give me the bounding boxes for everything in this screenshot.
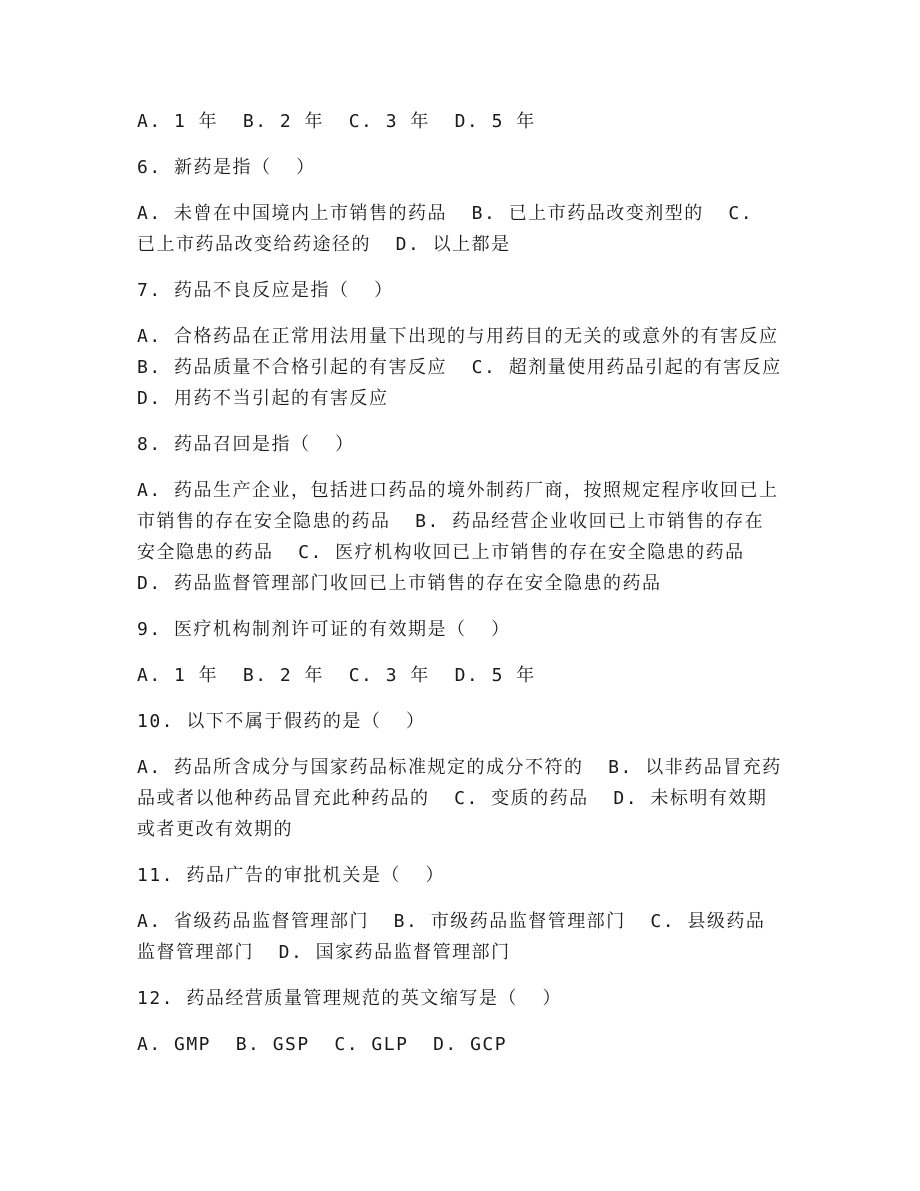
- options-q8: A. 药品生产企业，包括进口药品的境外制药厂商，按照规定程序收回已上市销售的存在安全隐患的药品 B. 药品经营企业收回已上市销售的存在安全隐患的药品 C. 医疗机构收回已上市销售的存在安全隐患的药品 D. 药品监督管理部门收回已上市销售的存在安全隐患的药品: [137, 480, 779, 594]
- options-q11: A. 省级药品监督管理部门 B. 市级药品监督管理部门 C. 县级药品监督管理部门 D. 国家药品监督管理部门: [137, 911, 766, 963]
- question-10: 10. 以下不属于假药的是（ ）: [137, 711, 426, 732]
- question-8: 8. 药品召回是指（ ）: [137, 434, 355, 455]
- question-12: 12. 药品经营质量管理规范的英文缩写是（ ）: [137, 988, 563, 1009]
- question-11: 11. 药品广告的审批机关是（ ）: [137, 865, 446, 886]
- options-q10: A. 药品所含成分与国家药品标准规定的成分不符的 B. 以非药品冒充药品或者以他种药品冒充此种药品的 C. 变质的药品 D. 未标明有效期或者更改有效期的: [137, 757, 782, 840]
- options-q5: A. 1 年 B. 2 年 C. 3 年 D. 5 年: [137, 111, 536, 132]
- options-q12: A. GMP B. GSP C. GLP D. GCP: [137, 1034, 508, 1055]
- question-7: 7. 药品不良反应是指（ ）: [137, 280, 394, 301]
- options-q9: A. 1 年 B. 2 年 C. 3 年 D. 5 年: [137, 665, 536, 686]
- options-q7: A. 合格药品在正常用法用量下出现的与用药目的无关的或意外的有害反应 B. 药品质量不合格引起的有害反应 C. 超剂量使用药品引起的有害反应 D. 用药不当引起的有害反应: [137, 326, 807, 409]
- question-9: 9. 医疗机构制剂许可证的有效期是（ ）: [137, 619, 511, 640]
- options-q6: A. 未曾在中国境内上市销售的药品 B. 已上市药品改变剂型的 C. 已上市药品改变给药途径的 D. 以上都是: [137, 203, 766, 255]
- question-6: 6. 新药是指（ ）: [137, 157, 316, 178]
- document-body: [137, 106, 807, 1060]
